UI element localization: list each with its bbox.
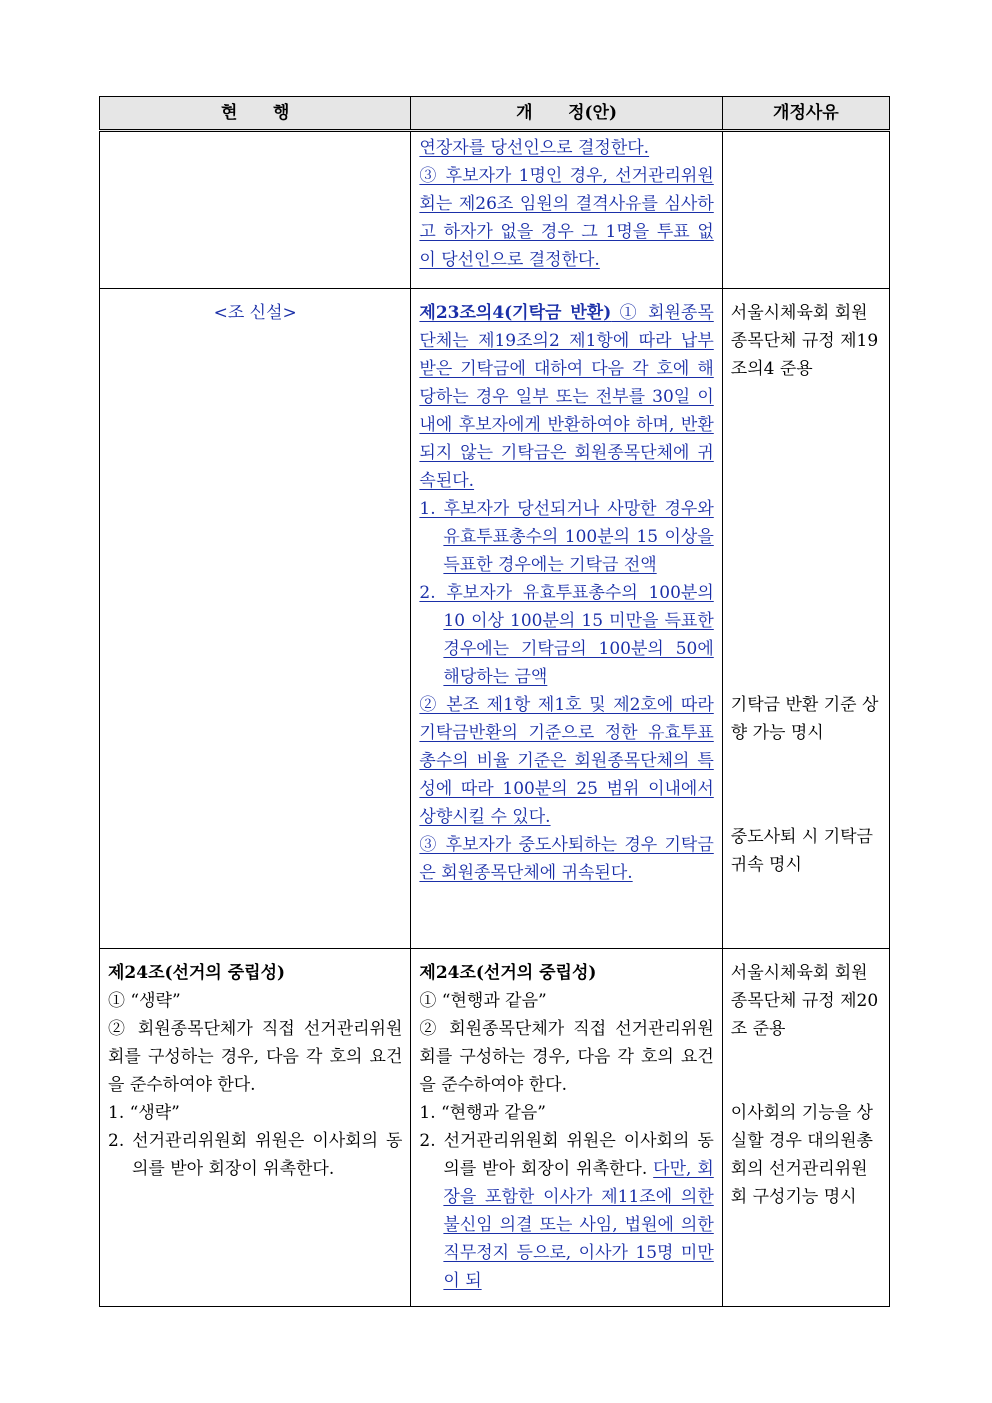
article-23-4-item1: 1. 후보자가 당선되거나 사망한 경우와 유효투표총수의 100분의 15 이상을 득표한 경우에는 기탁금 전액 [419,499,714,575]
table-row [100,949,890,1307]
header-row [100,97,890,131]
row2-current [100,289,411,949]
row1-revised [411,131,722,289]
row2-reason-3: 중도사퇴 시 기탁금 귀속 명시 [730,827,873,875]
current-article-24-title: 제24조(선거의 중립성) [108,963,286,983]
header-current: 현 행 [100,97,411,131]
row3-current [100,949,411,1307]
comparison-table [99,96,890,1307]
row3-reason [722,949,889,1307]
article-23-4-para3: ③ 후보자가 중도사퇴하는 경우 기탁금은 회원종목단체에 귀속된다. [419,835,714,883]
new-article-note: <조 신설> [213,303,297,323]
row2-reason-1: 서울시체육회 회원종목단체 규정 제19조의4 준용 [730,303,879,379]
revised-article-24-item2-addition: 다만, 회장을 포함한 이사가 제11조에 의한 불신임 의결 또는 사임, 법원에 의한 직무정지 등으로, 이사가 15명 미만이 되 [443,1159,714,1291]
row1-revised-para3: ③ 후보자가 1명인 경우, 선거관리위원회는 제26조 임원의 결격사유를 심사하고 하자가 없을 경우 그 1명을 투표 없이 당선인으로 결정한다. [419,166,714,270]
row2-reason-2: 기탁금 반환 기준 상향 가능 명시 [730,695,879,743]
header-revised: 개 정(안) [411,97,722,131]
article-23-4-para2: ② 본조 제1항 제1호 및 제2호에 따라 기탁금반환의 기준으로 정한 유효투표총수의 비율 기준은 회원종목단체의 특성에 따라 100분의 25 범위 이내에서 상향시킬 수 있다. [419,695,714,827]
article-23-4-para1: ① 회원종목단체는 제19조의2 제1항에 따라 납부 받은 기탁금에 대하여 다음 각 호에 해당하는 경우 일부 또는 전부를 30일 이내에 후보자에게 반환하여야 하며, 반환되지 않는 기탁금은 회원종목단체에 귀속된다. [419,303,714,491]
current-article-24-item2: 2. 선거관리위원회 위원은 이사회의 동의를 받아 회장이 위촉한다. [108,1131,403,1179]
row2-revised [411,289,722,949]
row3-reason-2: 이사회의 기능을 상실할 경우 대의원총회의 선거관리위원회 구성기능 명시 [730,1103,873,1207]
table-row [100,131,890,289]
revised-article-24-title: 제24조(선거의 중립성) [419,963,597,983]
row1-current [100,131,411,289]
current-article-24-para1: ① “생략” [108,991,181,1011]
table-row [100,289,890,949]
row3-reason-1: 서울시체육회 회원종목단체 규정 제20조 준용 [730,963,879,1039]
row1-reason [722,131,889,289]
article-23-4-title: 제23조의4(기탁금 반환) [419,303,612,323]
current-article-24-item1: 1. “생략” [108,1103,180,1123]
revised-article-24-item1: 1. “현행과 같음” [419,1103,546,1123]
current-article-24-para2: ② 회원종목단체가 직접 선거관리위원회를 구성하는 경우, 다음 각 호의 요건을 준수하여야 한다. [108,1019,403,1095]
revised-article-24-para1: ① “현행과 같음” [419,991,547,1011]
revised-article-24-item2: 2. 선거관리위원회 위원은 이사회의 동의를 받아 회장이 위촉한다. [419,1131,714,1179]
header-reason: 개정사유 [722,97,889,131]
article-23-4-item2: 2. 후보자가 유효투표총수의 100분의 10 이상 100분의 15 미만을 득표한 경우에는 기탁금의 100분의 50에 해당하는 금액 [419,583,714,687]
row1-revised-line: 연장자를 당선인으로 결정한다. [419,138,650,158]
row3-revised [411,949,722,1307]
row2-reason [722,289,889,949]
revised-article-24-para2: ② 회원종목단체가 직접 선거관리위원회를 구성하는 경우, 다음 각 호의 요건을 준수하여야 한다. [419,1019,714,1095]
